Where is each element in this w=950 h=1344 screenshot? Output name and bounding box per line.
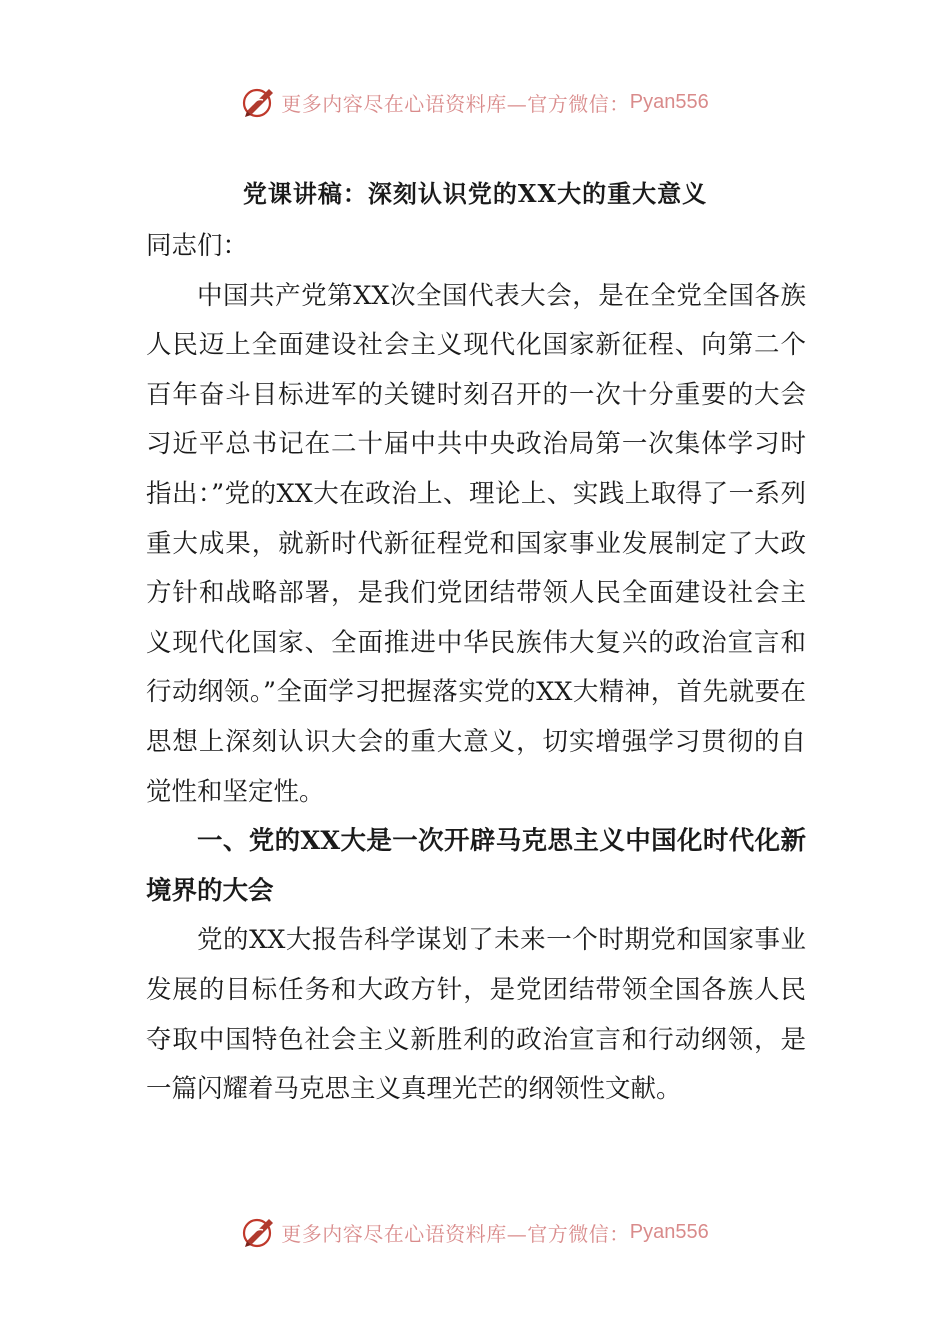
banner-wechat-id: Pyan556: [629, 1220, 709, 1243]
banner-text: 更多内容尽在心语资料库—官方微信：: [281, 91, 630, 116]
pen-logo-icon: [241, 1214, 277, 1250]
body-paragraph: 中国共产党第XX次全国代表大会，是在全党全国各族人民迈上全面建设社会主义现代化国家新征程、向第二个百年奋斗目标进军的关键时刻召开的一次十分重要的大会习近平总书记在二十届中共中央政治局第一次集体学习时指出：”党的XX大在政治上、理论上、实践上取得了一系列重大成果，就新时代新征程党和国家事业发展制定了大政方针和战略部署，是我们党团结带领人民全面建设社会主义现代化国家、全面推进中华民族伟大复兴的政治宣言和行动纲领。”全面学习把握落实党的XX大精神，首先就要在思想上深刻认识大会的重大意义，切实增强学习贯彻的自觉性和坚定性。: [146, 280, 806, 807]
document-title: 党课讲稿：深刻认识党的XX大的重大意义: [242, 179, 708, 208]
pen-logo-icon: [241, 84, 277, 120]
banner-text: 更多内容尽在心语资料库—官方微信：: [281, 1221, 630, 1246]
header-banner: [0, 82, 950, 122]
salutation: 同志们：: [146, 231, 249, 261]
document-body: [146, 222, 806, 1115]
banner-wechat-id: Pyan556: [629, 90, 709, 113]
footer-banner: [0, 1212, 950, 1252]
section-heading: 一、党的XX大是一次开辟马克思主义中国化时代化新境界的大会: [146, 826, 806, 906]
section-paragraph: 党的XX大报告科学谋划了未来一个时期党和国家事业发展的目标任务和大政方针，是党团结带领全国各族人民夺取中国特色社会主义新胜利的政治宣言和行动纲领，是一篇闪耀着马克思主义真理光芒的纲领性文献。: [146, 925, 806, 1105]
